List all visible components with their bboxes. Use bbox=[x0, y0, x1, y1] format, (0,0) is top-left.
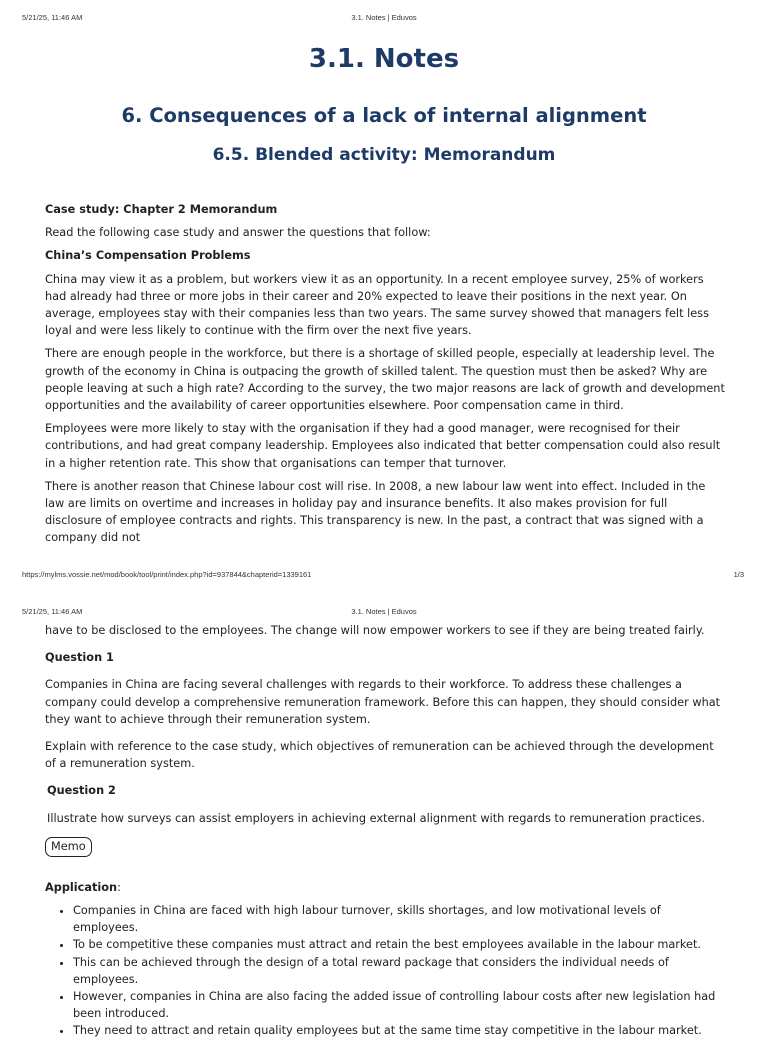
page-number: 1/3 bbox=[733, 570, 744, 579]
paragraph: have to be disclosed to the employees. The change will now empower workers to see if they are being treated fairly. bbox=[45, 624, 705, 637]
paragraph: Employees were more likely to stay with the organisation if they had a good manager, were recognised for their contributions, and had great company leadership. Employees also indicated that better compensation could also result in a higher retention rate. This show that organisations can temper that turnover. bbox=[45, 422, 721, 470]
question-1-title: Question 1 bbox=[45, 651, 114, 665]
paragraph: Companies in China are facing several challenges with regards to their workforce. To address these challenges a company could develop a comprehensive remuneration framework. Before this can happen, they should consider what they want to achieve through their remuneration system. bbox=[45, 678, 721, 726]
case-study-subtitle: China’s Compensation Problems bbox=[45, 249, 251, 263]
list-item: • However, companies in China are also facing the added issue of controlling labour costs after new legislation had been introduced. bbox=[73, 988, 725, 1022]
memo-wrapper bbox=[45, 837, 725, 857]
case-study-title: Case study: Chapter 2 Memorandum bbox=[45, 203, 278, 216]
list-item: • They need to attract and retain quality employees but at the same time stay competitive in the labour market. bbox=[73, 1022, 725, 1039]
page1-content bbox=[45, 201, 725, 553]
section-title: 6.5. Blended activity: Memorandum bbox=[212, 145, 556, 165]
application-colon: : bbox=[117, 880, 121, 894]
page-title: 3.1. Notes bbox=[308, 44, 460, 74]
memo-button[interactable]: Memo bbox=[45, 837, 92, 857]
paragraph: There are enough people in the workforce, but there is a shortage of skilled people, especially at leadership level. The growth of the economy in China is outpacing the growth of skilled talent. The question must then be asked? Why are people leaving at such a high rate? According to the survey, the two major reasons are lack of growth and development opportunities and the availability of career opportunities elsewhere. Poor compensation came in third. bbox=[45, 347, 725, 413]
list-item: • To be competitive these companies must attract and retain the best employees available in the labour market. bbox=[73, 936, 725, 953]
application-list bbox=[45, 902, 725, 1040]
paragraph: There is another reason that Chinese labour cost will rise. In 2008, a new labour law went into effect. Included in the law are limits on overtime and increases in holiday pay and insurance benefits. It also makes provision for full disclosure of employee contracts and rights. This transparency is new. In the past, a contract that was signed with a company did not bbox=[45, 479, 706, 545]
print-url: https://mylms.vossie.net/mod/book/tool/print/index.php?id=937844&chapterid=1339161 bbox=[22, 570, 312, 579]
print-header bbox=[0, 13, 768, 25]
page-gap bbox=[0, 584, 768, 600]
application-label: Application bbox=[45, 880, 118, 894]
case-study-intro: Read the following case study and answer the questions that follow: bbox=[45, 226, 431, 240]
print-page-2 bbox=[0, 600, 768, 1038]
list-item: • This can be achieved through the design of a total reward package that considers the individual needs of employees. bbox=[73, 954, 725, 988]
paragraph: China may view it as a problem, but workers view it as an opportunity. In a recent employee survey, 25% of workers had already had three or more jobs in their career and 20% expected to leave their positions in the next year. On average, employees stay with their companies less than two years. The same survey showed that managers felt less loyal and were less likely to continue with the firm over the next five years. bbox=[45, 272, 709, 338]
page2-content bbox=[45, 622, 725, 1040]
question-2-title: Question 2 bbox=[47, 784, 116, 798]
print-date: 5/21/25, 11:46 AM bbox=[22, 13, 83, 22]
application-heading bbox=[45, 879, 725, 896]
list-item: • Companies in China are faced with high labour turnover, skills shortages, and low motivational levels of employees. bbox=[73, 902, 725, 936]
paragraph: Illustrate how surveys can assist employers in achieving external alignment with regards to remuneration practices. bbox=[47, 811, 705, 825]
chapter-title: 6. Consequences of a lack of internal alignment bbox=[121, 104, 647, 127]
print-title: 3.1. Notes | Eduvos bbox=[351, 607, 417, 616]
print-title: 3.1. Notes | Eduvos bbox=[351, 13, 417, 22]
print-date: 5/21/25, 11:46 AM bbox=[22, 607, 83, 616]
print-footer bbox=[0, 570, 768, 582]
paragraph: Explain with reference to the case study, which objectives of remuneration can be achieved through the development of a remuneration system. bbox=[45, 740, 714, 771]
